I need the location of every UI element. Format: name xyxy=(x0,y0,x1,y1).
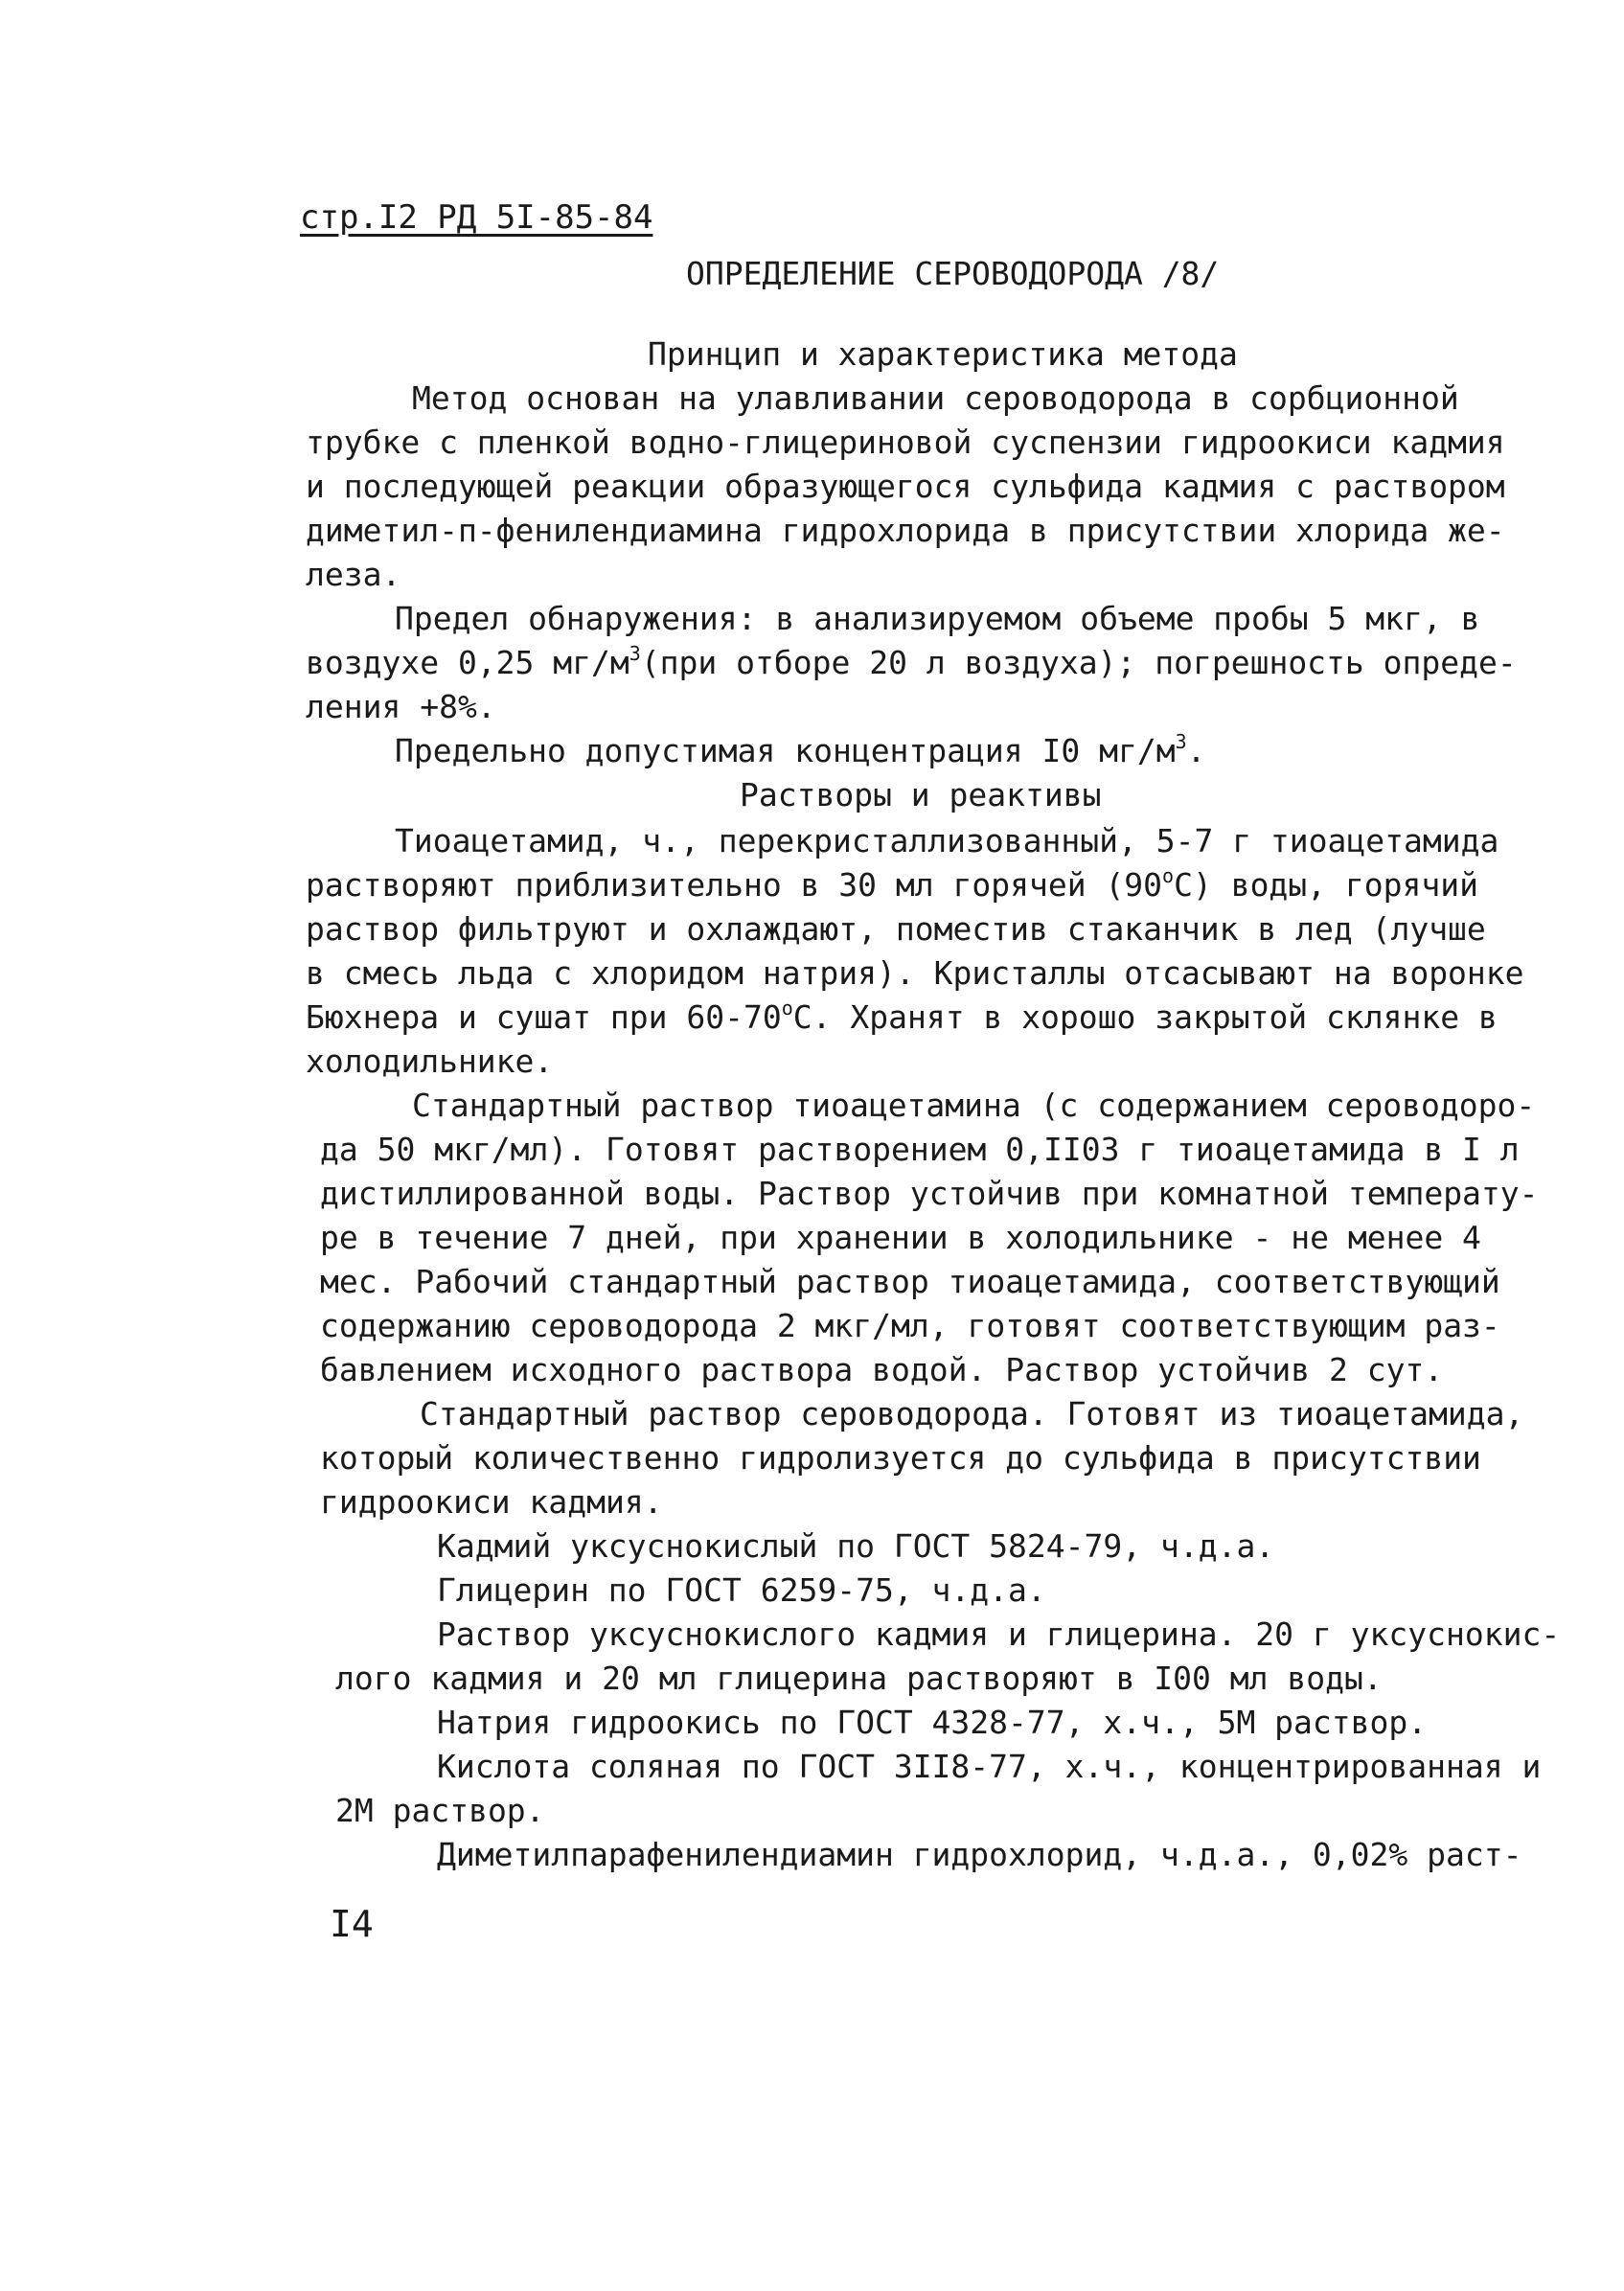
paragraph-line: диметил-п-фенилендиамина гидрохлорида в присутствии хлорида же- xyxy=(306,512,1505,549)
paragraph-line: Раствор уксуснокислого кадмия и глицерина. 20 г уксуснокис- xyxy=(437,1615,1561,1653)
paragraph-line: бавлением исходного раствора водой. Раствор устойчив 2 сут. xyxy=(320,1351,1444,1388)
paragraph-line xyxy=(306,997,1498,1039)
text-segment: С) воды, горячий xyxy=(1174,866,1478,904)
paragraph-line: и последующей реакции образующегося сульфида кадмия с раствором xyxy=(306,468,1505,505)
paragraph-line: ре в течение 7 дней, при хранении в холодильнике - не менее 4 xyxy=(320,1219,1481,1256)
text-segment: С. Хранят в хорошо закрытой склянке в xyxy=(792,998,1498,1036)
paragraph-line: холодильнике. xyxy=(306,1042,554,1080)
section-heading-principle: Принцип и характеристика метода xyxy=(648,335,1238,373)
paragraph-line: ления +8%. xyxy=(306,688,496,725)
text-segment: (при отборе 20 л воздуха); погрешность опреде- xyxy=(640,644,1517,681)
text-segment: растворяют приблизительно в 30 мл горячей (90 xyxy=(306,866,1163,904)
superscript: 3 xyxy=(629,642,641,665)
paragraph-line: дистиллированной воды. Раствор устойчив при комнатной температу- xyxy=(320,1175,1539,1212)
paragraph-line: Диметилпарафенилендиамин гидрохлорид, ч.д.а., 0,02% раст- xyxy=(437,1836,1522,1873)
text-segment: Предельно допустимая концентрация I0 мг/м xyxy=(395,732,1176,769)
text-segment: Бюхнера и сушат при 60-70 xyxy=(306,998,782,1036)
superscript: о xyxy=(781,997,793,1019)
document-title: ОПРЕДЕЛЕНИЕ СЕРОВОДОРОДА /8/ xyxy=(686,255,1220,292)
paragraph-line: содержанию сероводорода 2 мкг/мл, готовят соответствующим раз- xyxy=(320,1307,1500,1344)
paragraph-line: Метод основан на улавливании сероводорода в сорбционной xyxy=(412,379,1459,417)
paragraph-line: раствор фильтруют и охлаждают, поместив стаканчик в лед (лучше xyxy=(306,910,1486,948)
paragraph-line xyxy=(306,642,1517,684)
section-heading-reagents: Растворы и реактивы xyxy=(740,776,1102,813)
paragraph-line: Кислота соляная по ГОСТ 3II8-77, х.ч., концентрированная и xyxy=(437,1748,1542,1785)
paragraph-line: Глицерин по ГОСТ 6259-75, ч.д.а. xyxy=(437,1571,1046,1609)
paragraph-line: трубке с пленкой водно-глицериновой суспензии гидроокиси кадмия xyxy=(306,424,1505,461)
text-segment: воздухе 0,25 мг/м xyxy=(306,644,629,681)
paragraph-line: 2М раствор. xyxy=(335,1792,545,1829)
paragraph-line: Стандартный раствор сероводорода. Готовят из тиоацетамида, xyxy=(420,1395,1524,1432)
paragraph-line: Стандартный раствор тиоацетамина (с содержанием сероводоро- xyxy=(412,1087,1536,1124)
document-reference: стр.I2 РД 5I-85-84 xyxy=(300,198,653,237)
paragraph-line: лого кадмия и 20 мл глицерина растворяют в I00 мл воды. xyxy=(335,1660,1383,1697)
text-segment: . xyxy=(1186,732,1206,769)
paragraph-line xyxy=(306,864,1478,906)
superscript: 3 xyxy=(1175,730,1187,753)
paragraph-line: Тиоацетамид, ч., перекристаллизованный, 5-7 г тиоацетамида xyxy=(395,822,1499,859)
paragraph-line: Предел обнаружения: в анализируемом объеме пробы 5 мкг, в xyxy=(395,600,1480,637)
superscript: о xyxy=(1162,864,1175,887)
paragraph-line: леза. xyxy=(306,556,401,593)
paragraph-line: Натрия гидроокись по ГОСТ 4328-77, х.ч., 5М раствор. xyxy=(437,1704,1428,1741)
paragraph-line: мес. Рабочий стандартный раствор тиоацетамида, соответствующий xyxy=(320,1263,1500,1300)
paragraph-line: гидроокиси кадмия. xyxy=(320,1483,663,1521)
paragraph-line: да 50 мкг/мл). Готовят растворением 0,II03 г тиоацетамида в I л xyxy=(320,1131,1520,1168)
paragraph-line: который количественно гидролизуется до сульфида в присутствии xyxy=(320,1439,1481,1477)
paragraph-line xyxy=(395,730,1206,772)
paragraph-line: Кадмий уксуснокислый по ГОСТ 5824-79, ч.д.а. xyxy=(437,1527,1275,1565)
page-number: I4 xyxy=(330,1903,374,1945)
paragraph-line: в смесь льда с хлоридом натрия). Кристаллы отсасывают на воронке xyxy=(306,954,1524,992)
